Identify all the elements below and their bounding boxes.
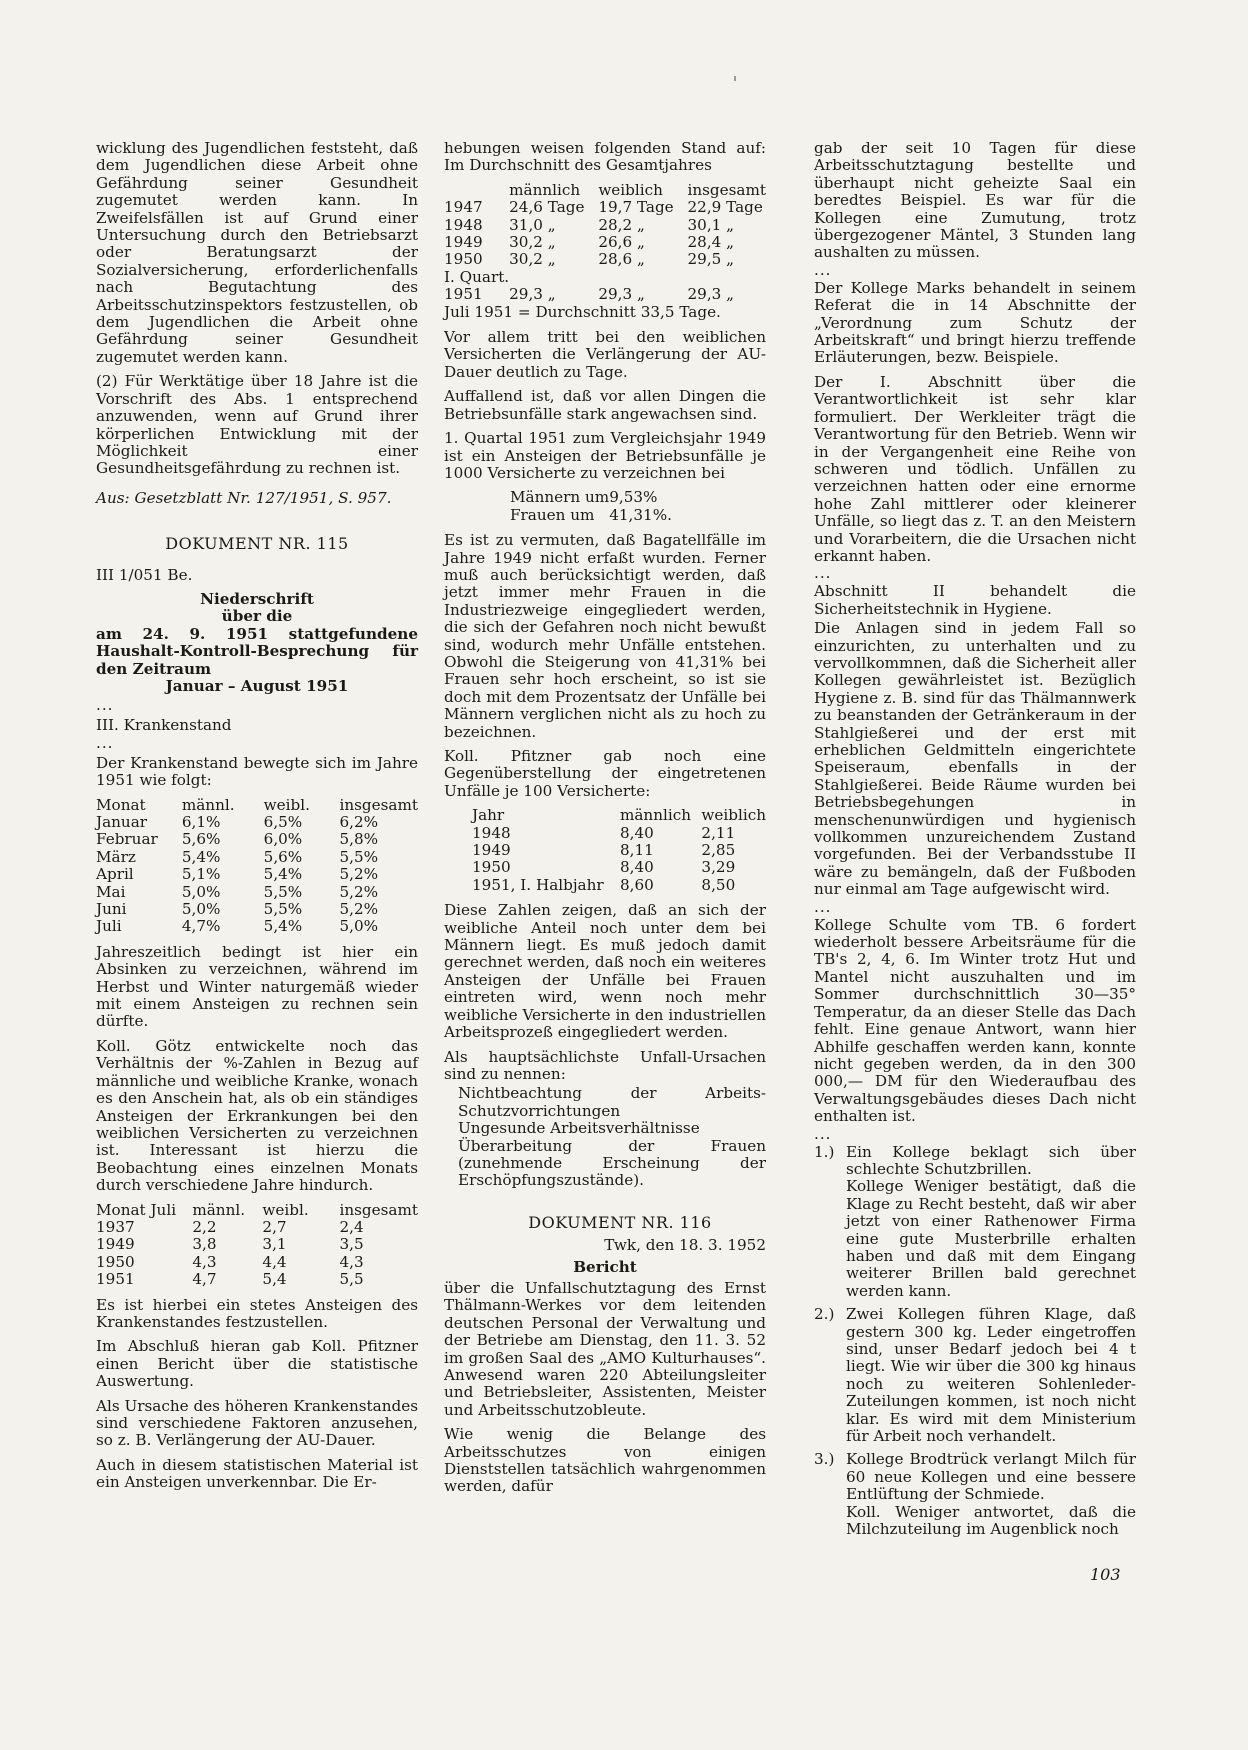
paragraph: Kollege Schulte vom TB. 6 fordert wiederholt bessere Arbeitsräume für die TB's 2, 4, 6. Im Winter trotz Hut und Mantel nicht auszuhalten und im Sommer durchschnittlich 30—35° Temperatur, da an dieser Stelle das Dach fehlt. Eine genaue Antwort, wann hier Abhilfe geschaffen werden kann, konnte nicht gegeben werden, da in den 300 000,— DM für den Wiederaufbau des Verwaltungsgebäudes dieses Dach nicht enthalten ist.: [814, 915, 1136, 1126]
cell: [509, 269, 598, 286]
table-row: [96, 1219, 418, 1236]
table-header: weibl.: [262, 1200, 309, 1219]
cell: 30,1 „: [687, 215, 735, 234]
cell: 2,11: [701, 823, 736, 842]
column-right: [814, 140, 1136, 1544]
cell: 8,40: [619, 858, 654, 877]
cell: 29,3 „: [509, 285, 556, 304]
paragraph: Vor allem tritt bei den weiblichen Versicherten die Verlängerung der AU-Dauer deutlich zu Tage.: [444, 328, 766, 381]
report-title: Bericht: [573, 1257, 637, 1276]
table-header: männlich: [619, 806, 691, 825]
cell: 22,9 Tage: [687, 198, 763, 217]
table-header: weibl.: [263, 795, 310, 814]
cell: 19,7 Tage: [598, 198, 674, 217]
table-row: [96, 866, 418, 883]
cell: 4,7: [192, 1270, 217, 1289]
cell: Frauen um: [510, 505, 595, 524]
cell: 3,29: [701, 858, 736, 877]
table-row: [444, 217, 766, 234]
table-row: [96, 884, 418, 901]
accident-causes-list: [458, 1085, 766, 1189]
table-row: [472, 859, 766, 876]
cell: 30,2 „: [509, 233, 556, 252]
cell: 2,85: [701, 841, 736, 860]
table-header: männl.: [181, 795, 235, 814]
cell: 5,8%: [339, 830, 379, 849]
list-item: Überarbeitung der Frauen (zunehmende Erscheinung der Erschöpfungszustände).: [458, 1136, 766, 1190]
reference-code: III 1/051 Be.: [96, 565, 193, 584]
paragraph: 1. Quartal 1951 zum Vergleichsjahr 1949 ist ein Ansteigen der Betriebsunfälle je 1000 Versicherte zu verzeichnen bei: [444, 429, 766, 482]
numbered-item: [814, 1306, 1136, 1445]
item-body: [846, 1144, 1136, 1301]
table-header: insgesamt: [687, 180, 766, 199]
accident-increase-table: [510, 489, 672, 524]
place-date: Twk, den 18. 3. 1952: [604, 1236, 766, 1255]
paragraph: Der I. Abschnitt über die Verantwortlichkeit ist sehr klar formuliert. Der Werkleiter trägt die Verantwortung für den Betrieb. Wenn wir in der Vergangenheit eine Reihe von schweren und tödlich. Unfällen zu verzeichnen hatten oder eine ernorme hohe Zahl mittlerer oder kleinerer Unfälle, so liegt das z. T. an den Meistern und Vorarbeitern, die die Ursachen nicht erkannt haben.: [814, 372, 1136, 565]
cell: 1950: [472, 858, 511, 877]
paragraph: Im Abschluß hieran gab Koll. Pfitzner einen Bericht über die statistische Auswertung.: [96, 1337, 418, 1391]
cell: 5,5: [339, 1270, 364, 1289]
ellipsis: ...: [814, 897, 832, 916]
accident-comparison-table: [472, 807, 766, 894]
paragraph: Diese Zahlen zeigen, daß an sich der weibliche Anteil noch unter dem bei Männern liegt. Es muß jedoch damit gerechnet werden, daß noch ein weiteres Ansteigen der Unfälle bei Frauen eintreten wird, wenn noch mehr weibliche Versicherte in den industriellen Arbeitsprozeß eingegliedert werden.: [444, 901, 766, 1042]
cell: 5,4: [262, 1270, 287, 1289]
item-number: 1.): [814, 1142, 835, 1161]
ellipsis: ...: [96, 696, 114, 715]
item-text: Ein Kollege beklagt sich über schlechte Schutzbrillen.: [846, 1142, 1136, 1178]
cell: 29,3 „: [687, 285, 735, 304]
cell: 29,3 „: [598, 285, 645, 304]
document-heading: DOKUMENT NR. 115: [165, 534, 349, 554]
table-row: [96, 918, 418, 935]
table-header: Jahr: [472, 806, 505, 825]
cell: 1949: [472, 841, 511, 860]
cell: Juni: [96, 900, 127, 919]
paragraph: Abschnitt II behandelt die Sicherheitstechnik in Hygiene.: [814, 582, 1136, 618]
paragraph: Es ist zu vermuten, daß Bagatellfälle im Jahre 1949 nicht erfaßt wurden. Ferner muß auch berücksichtigt werden, daß jetzt immer mehr Frauen in die Industriezweige eingegliedert werden, die sich der Gefahren noch nicht bewußt sind, wodurch mehr Unfälle entstehen. Obwohl die Steigerung von 41,31% bei Frauen sehr hoch erscheint, so ist sie doch mit dem Prozentsatz der Unfälle bei Männern verglichen nicht als zu hoch zu bezeichnen.: [444, 531, 766, 741]
cell: [688, 269, 767, 286]
cell: 28,2 „: [598, 215, 645, 234]
cell: 5,0%: [339, 917, 379, 936]
cell: 6,2%: [339, 813, 379, 831]
table-row: [96, 831, 418, 848]
table-header: weiblich: [701, 806, 766, 825]
cell: 5,0%: [181, 900, 221, 919]
paragraph: Koll. Pfitzner gab noch eine Gegenüberstellung der eingetretenen Unfälle je 100 Versicherte:: [444, 747, 766, 800]
paragraph: Die Anlagen sind in jedem Fall so einzurichten, zu unterhalten und zu vervollkommnen, daß die Sicherheit aller Kollegen gewährleistet ist. Bezüglich Hygiene z. B. sind für das Thälmannwerk zu beanstanden der Getränkeraum in der Stahlgießerei und der erst mit erheblichen Geldmitteln eingerichtete Speiseraum, ebenfalls in der Stahlgießerei. Beide Räume wurden bei Betriebsbegehungen in menschenunwürdigen und hygienisch vollkommen unzureichendem Zustand vorgefunden. Bei der Verbandsstube II wäre zu bemängeln, daß der Fußboden nur einmal am Tage aufgewischt wird.: [814, 619, 1136, 899]
cell: 4,7%: [181, 917, 221, 936]
print-speck: [734, 76, 736, 81]
cell: 1949: [96, 1235, 135, 1254]
table-row: [510, 507, 672, 524]
minutes-title: Niederschrift: [200, 589, 314, 608]
table-row: [472, 842, 766, 859]
cell: 28,6 „: [598, 250, 645, 269]
paragraph: Wie wenig die Belange des Arbeitsschutzes von einigen Dienststellen tatsächlich wahrgenommen werden, dafür: [444, 1425, 766, 1496]
table-header: insgesamt: [339, 1200, 418, 1219]
cell: Männern um: [510, 488, 610, 507]
cell: Mai: [96, 882, 126, 901]
cell: 1949: [444, 233, 483, 252]
paragraph: hebungen weisen folgenden Stand auf: Im Durchschnitt des Gesamtjahres: [444, 139, 766, 175]
paragraph: Der Krankenstand bewegte sich im Jahre 1951 wie folgt:: [96, 753, 418, 790]
cell: Juli: [96, 917, 122, 936]
table-header: männlich: [509, 180, 581, 199]
cell: 1951: [96, 1270, 135, 1289]
cell: 6,0%: [263, 830, 303, 849]
table-row: [444, 234, 766, 251]
cell: 5,0%: [181, 882, 221, 901]
numbered-item: [814, 1144, 1136, 1301]
paragraph: (2) Für Werktätige über 18 Jahre ist die Vorschrift des Abs. 1 entsprechend anzuwenden, wenn auf Grund ihrer körperlichen Entwicklung mit der Möglichkeit einer Gesundheitsgefährdung zu rechnen ist.: [96, 372, 418, 478]
cell: 1937: [96, 1217, 135, 1236]
cell: 5,6%: [263, 847, 303, 866]
item-body: [846, 1451, 1136, 1538]
table-row: [444, 199, 766, 216]
column-middle: [444, 140, 766, 1503]
cell: 4,4: [262, 1252, 287, 1271]
cell: 5,2%: [339, 882, 379, 901]
cell: 1948: [472, 823, 511, 842]
table-row: [96, 901, 418, 918]
cell: 1948: [444, 215, 483, 234]
cell: 2,2: [192, 1217, 217, 1236]
table-row: [96, 814, 418, 831]
table-row: [444, 286, 766, 303]
cell: I. Quart.: [444, 267, 510, 286]
source-citation: Aus: Gesetzblatt Nr. 127/1951, S. 957.: [96, 488, 392, 507]
au-duration-table: [444, 182, 766, 321]
table-header: [444, 182, 509, 199]
item-number: 3.): [814, 1450, 835, 1469]
ellipsis: ...: [814, 260, 832, 279]
cell: 28,4 „: [687, 233, 735, 252]
cell: 5,2%: [339, 900, 379, 919]
cell: 6,5%: [263, 813, 303, 831]
cell: 26,6 „: [598, 233, 645, 252]
cell: 2,7: [262, 1217, 287, 1236]
paragraph: Der Kollege Marks behandelt in seinem Referat die in 14 Abschnitte der „Verordnung zum Schutz der Arbeitskraft“ und bringt hierzu treffende Erläuterungen, bezw. Beispiele.: [814, 278, 1136, 367]
cell: 5,2%: [339, 865, 379, 884]
cell: 5,4%: [181, 847, 221, 866]
cell: 31,0 „: [509, 215, 556, 234]
cell: 24,6 Tage: [509, 198, 585, 217]
item-text-response: Koll. Weniger antwortet, daß die Milchzuteilung im Augenblick noch: [846, 1502, 1136, 1539]
paragraph: Jahreszeitlich bedingt ist hier ein Absinken zu verzeichnen, während im Herbst und Winter naturgemäß wieder mit einem Ansteigen zu rechnen sein dürfte.: [96, 942, 418, 1031]
table-header: Monat: [96, 795, 146, 814]
page-number: 103: [1090, 1565, 1121, 1584]
cell: 3,1: [262, 1235, 287, 1254]
cell: 41,31%.: [609, 505, 672, 524]
numbered-item: [814, 1451, 1136, 1538]
table-row: [96, 1271, 418, 1288]
cell: 3,5: [339, 1235, 364, 1254]
table-row: [472, 825, 766, 842]
paragraph: wicklung des Jugendlichen feststeht, daß dem Jugendlichen diese Arbeit ohne Gefährdung seiner Gesundheit zugemutet werden kann. In Zweifelsfällen ist auf Grund einer Untersuchung durch den Betriebsarzt oder Beratungsarzt der Sozialversicherung, erforderlichenfalls nach Begutachtung des Arbeitsschutzinspektors festzustellen, ob dem Jugendlichen die Arbeit ohne Gefährdung seiner Gesundheit zugemutet werden kann.: [96, 139, 418, 366]
table-header: insgesamt: [339, 795, 418, 814]
cell: 1950: [96, 1252, 135, 1271]
table-header: männl.: [192, 1200, 246, 1219]
item-text: Kollege Brodtrück verlangt Milch für 60 neue Kollegen und eine bessere Entlüftung der Schmiede.: [846, 1450, 1136, 1504]
list-item: Nichtbeachtung der Arbeits-Schutzvorrichtungen: [458, 1084, 766, 1120]
cell: 5,4%: [263, 917, 303, 936]
document-heading: DOKUMENT NR. 116: [528, 1212, 712, 1232]
item-body: [846, 1306, 1136, 1445]
cell: 9,53%: [609, 488, 658, 507]
cell: 3,8: [192, 1235, 217, 1254]
list-item: Ungesunde Arbeitsverhältnisse: [458, 1119, 700, 1138]
cell: März: [96, 847, 136, 866]
cell: 5,5%: [339, 847, 379, 866]
sick-leave-table: [96, 797, 418, 936]
table-header: Monat Juli: [96, 1200, 177, 1219]
cell: 29,5 „: [687, 250, 735, 269]
minutes-title-line3: am 24. 9. 1951 stattgefundene Haushalt-Kontroll-Besprechung für den Zeitraum: [96, 624, 418, 678]
table-header: weiblich: [598, 180, 663, 199]
paragraph: Es ist hierbei ein stetes Ansteigen des Krankenstandes festzustellen.: [96, 1295, 418, 1331]
item-text: Zwei Kollegen führen Klage, daß gestern 300 kg. Leder eingetroffen sind, unser Bedarf jedoch bei 4 t liegt. Wie wir über die 300 kg hinaus noch zu weiteren Sohlenleder-Zuteilungen kommen, ist noch nicht klar. Es wird mit dem Ministerium für Arbeit noch verhandelt.: [846, 1305, 1136, 1446]
cell: 5,4%: [263, 865, 303, 884]
cell: 2,4: [339, 1217, 364, 1236]
table-row: [96, 1236, 418, 1253]
paragraph: über die Unfallschutztagung des Ernst Thälmann-Werkes vor dem leitenden deutschen Personal der Verwaltung und der Betriebe am Dienstag, den 11. 3. 52 im großen Saal des „AMO Kulturhauses“. Anwesend waren 220 Abteilungsleiter und Betriebsleiter, Assistenten, Meister und Arbeitsschutzobleute.: [444, 1278, 766, 1419]
cell: 5,6%: [181, 830, 221, 849]
section-heading: III. Krankenstand: [96, 716, 232, 735]
minutes-title-line2: über die: [221, 607, 293, 626]
table-row: [96, 1254, 418, 1271]
table-row: [472, 877, 766, 894]
table-row: [510, 489, 672, 506]
cell: 1947: [444, 198, 483, 217]
cell: 8,11: [619, 841, 654, 860]
paragraph: gab der seit 10 Tagen für diese Arbeitsschutztagung bestellte und überhaupt nicht geheizte Saal ein beredtes Beispiel. Es war für die Kollegen eine Zumutung, trotz übergezogener Mäntel, 3 Stunden lang aushalten zu müssen.: [814, 139, 1136, 262]
ellipsis: ...: [814, 564, 832, 583]
cell: 5,5%: [263, 900, 303, 919]
cell: 4,3: [339, 1252, 364, 1271]
paragraph: Auch in diesem statistischen Material ist ein Ansteigen unverkennbar. Die Er-: [96, 1455, 418, 1492]
column-left: [96, 140, 418, 1499]
table-footer-row: [444, 304, 766, 321]
item-text-response: Kollege Weniger bestätigt, daß die Klage zu Recht besteht, daß wir aber jetzt von einer Rathenower Firma eine gute Musterbrille erhalten haben und daß mit dem Eingang weiterer Brillen bald gerechnet werden kann.: [846, 1177, 1136, 1300]
ellipsis: ...: [814, 1124, 832, 1143]
minutes-period: Januar – August 1951: [165, 676, 349, 695]
ellipsis: ...: [96, 733, 114, 752]
cell: 8,60: [619, 875, 654, 894]
cell: Januar: [96, 813, 148, 831]
cell: 30,2 „: [509, 250, 556, 269]
cell: 5,1%: [181, 865, 221, 884]
cell: 1951: [444, 285, 483, 304]
cell: 5,5%: [263, 882, 303, 901]
cell: 8,50: [701, 875, 736, 894]
cell: [598, 269, 687, 286]
table-row: [444, 269, 766, 286]
paragraph: Als hauptsächlichste Unfall-Ursachen sind zu nennen:: [444, 1047, 766, 1083]
item-number: 2.): [814, 1305, 835, 1324]
cell: 6,1%: [181, 813, 221, 831]
table-row: [96, 849, 418, 866]
july-comparison-table: [96, 1202, 418, 1289]
cell: April: [96, 865, 134, 884]
paragraph: Koll. Götz entwickelte noch das Verhältnis der %-Zahlen in Bezug auf männliche und weibliche Kranke, wonach es den Anschein hat, als ob ein ständiges Ansteigen der Erkrankungen bei den weiblichen Versicherten zu verzeichnen ist. Interessant ist hierzu die Beobachtung eines einzelnen Monats durch verschiedene Jahre hindurch.: [96, 1036, 418, 1195]
table-row: [444, 251, 766, 268]
cell: 1951, I. Halbjahr: [472, 875, 604, 894]
cell: 8,40: [619, 823, 654, 842]
paragraph: Als Ursache des höheren Krankenstandes sind verschiedene Faktoren anzusehen, so z. B. Verlängerung der AU-Dauer.: [96, 1396, 418, 1450]
cell: 4,3: [192, 1252, 217, 1271]
paragraph: Auffallend ist, daß vor allen Dingen die Betriebsunfälle stark angewachsen sind.: [444, 387, 766, 423]
cell: Juli 1951 = Durchschnitt 33,5 Tage.: [444, 302, 721, 321]
cell: 1950: [444, 250, 483, 269]
cell: Februar: [96, 830, 158, 849]
